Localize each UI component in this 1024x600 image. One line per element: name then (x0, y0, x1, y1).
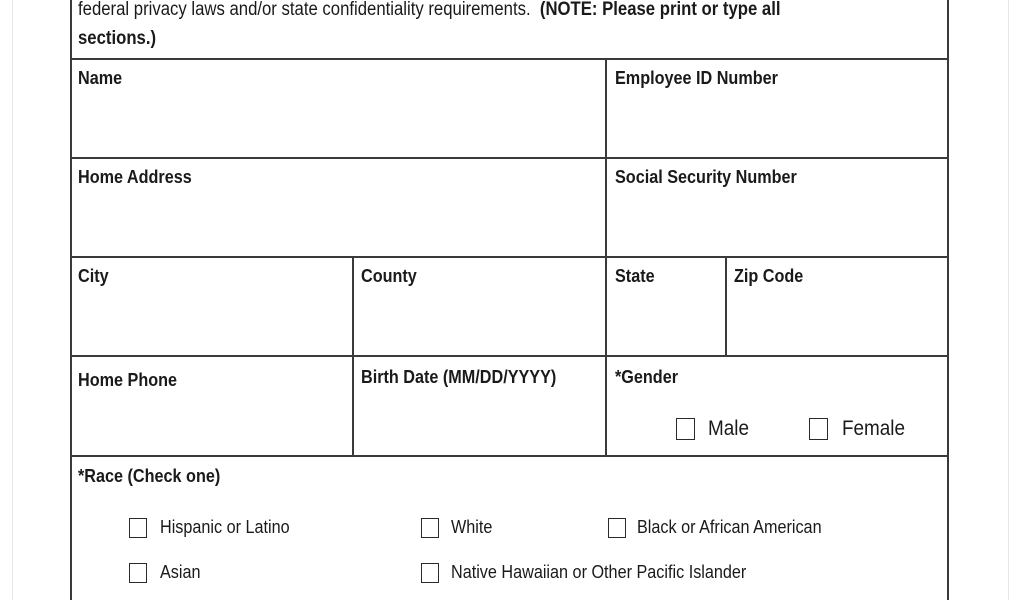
form-border-right (947, 0, 949, 600)
gender-label: *Gender (615, 367, 679, 387)
race-white-label: White (451, 517, 493, 537)
county-label: County (361, 266, 417, 286)
employee-id-label: Employee ID Number (615, 68, 778, 88)
race-pacific-islander-label: Native Hawaiian or Other Pacific Islander (451, 562, 747, 582)
intro-note-end: sections.) (78, 28, 157, 49)
race-asian-checkbox[interactable] (129, 563, 147, 583)
form-border-left (70, 0, 72, 600)
row-divider-1 (70, 58, 949, 60)
birth-date-label: Birth Date (MM/DD/YYYY) (361, 367, 557, 387)
race-hispanic-checkbox[interactable] (129, 518, 147, 538)
intro-line-1 (78, 0, 781, 21)
home-phone-label: Home Phone (78, 370, 178, 390)
home-address-label: Home Address (78, 167, 192, 187)
name-label: Name (78, 68, 123, 88)
city-label: City (78, 266, 109, 286)
row-divider-2 (70, 157, 949, 159)
intro-note: (NOTE: Please print or type all (539, 0, 781, 20)
ssn-label: Social Security Number (615, 167, 797, 187)
row-divider-4 (70, 355, 949, 357)
intro-text: federal privacy laws and/or state confidentiality requirements. (78, 0, 531, 20)
column-divider-zip (725, 256, 727, 355)
race-label: *Race (Check one) (78, 466, 221, 486)
state-label: State (615, 266, 655, 286)
page-edge-left (12, 0, 13, 600)
race-black-checkbox[interactable] (608, 518, 626, 538)
employee-information-form (70, 0, 949, 600)
column-divider-county (352, 256, 354, 455)
page-edge-right (1008, 0, 1009, 600)
gender-female-label: Female (842, 417, 906, 440)
row-divider-5 (70, 455, 949, 457)
zip-code-label: Zip Code (734, 266, 804, 286)
race-black-label: Black or African American (637, 517, 822, 537)
gender-male-checkbox[interactable] (676, 418, 695, 440)
intro-line-2 (78, 28, 156, 50)
column-divider-main (605, 58, 607, 455)
gender-male-label: Male (708, 417, 749, 440)
race-pacific-islander-checkbox[interactable] (421, 563, 439, 583)
gender-female-checkbox[interactable] (809, 418, 828, 440)
race-hispanic-label: Hispanic or Latino (160, 517, 290, 537)
row-divider-3 (70, 256, 949, 258)
race-asian-label: Asian (160, 562, 201, 582)
race-white-checkbox[interactable] (421, 518, 439, 538)
